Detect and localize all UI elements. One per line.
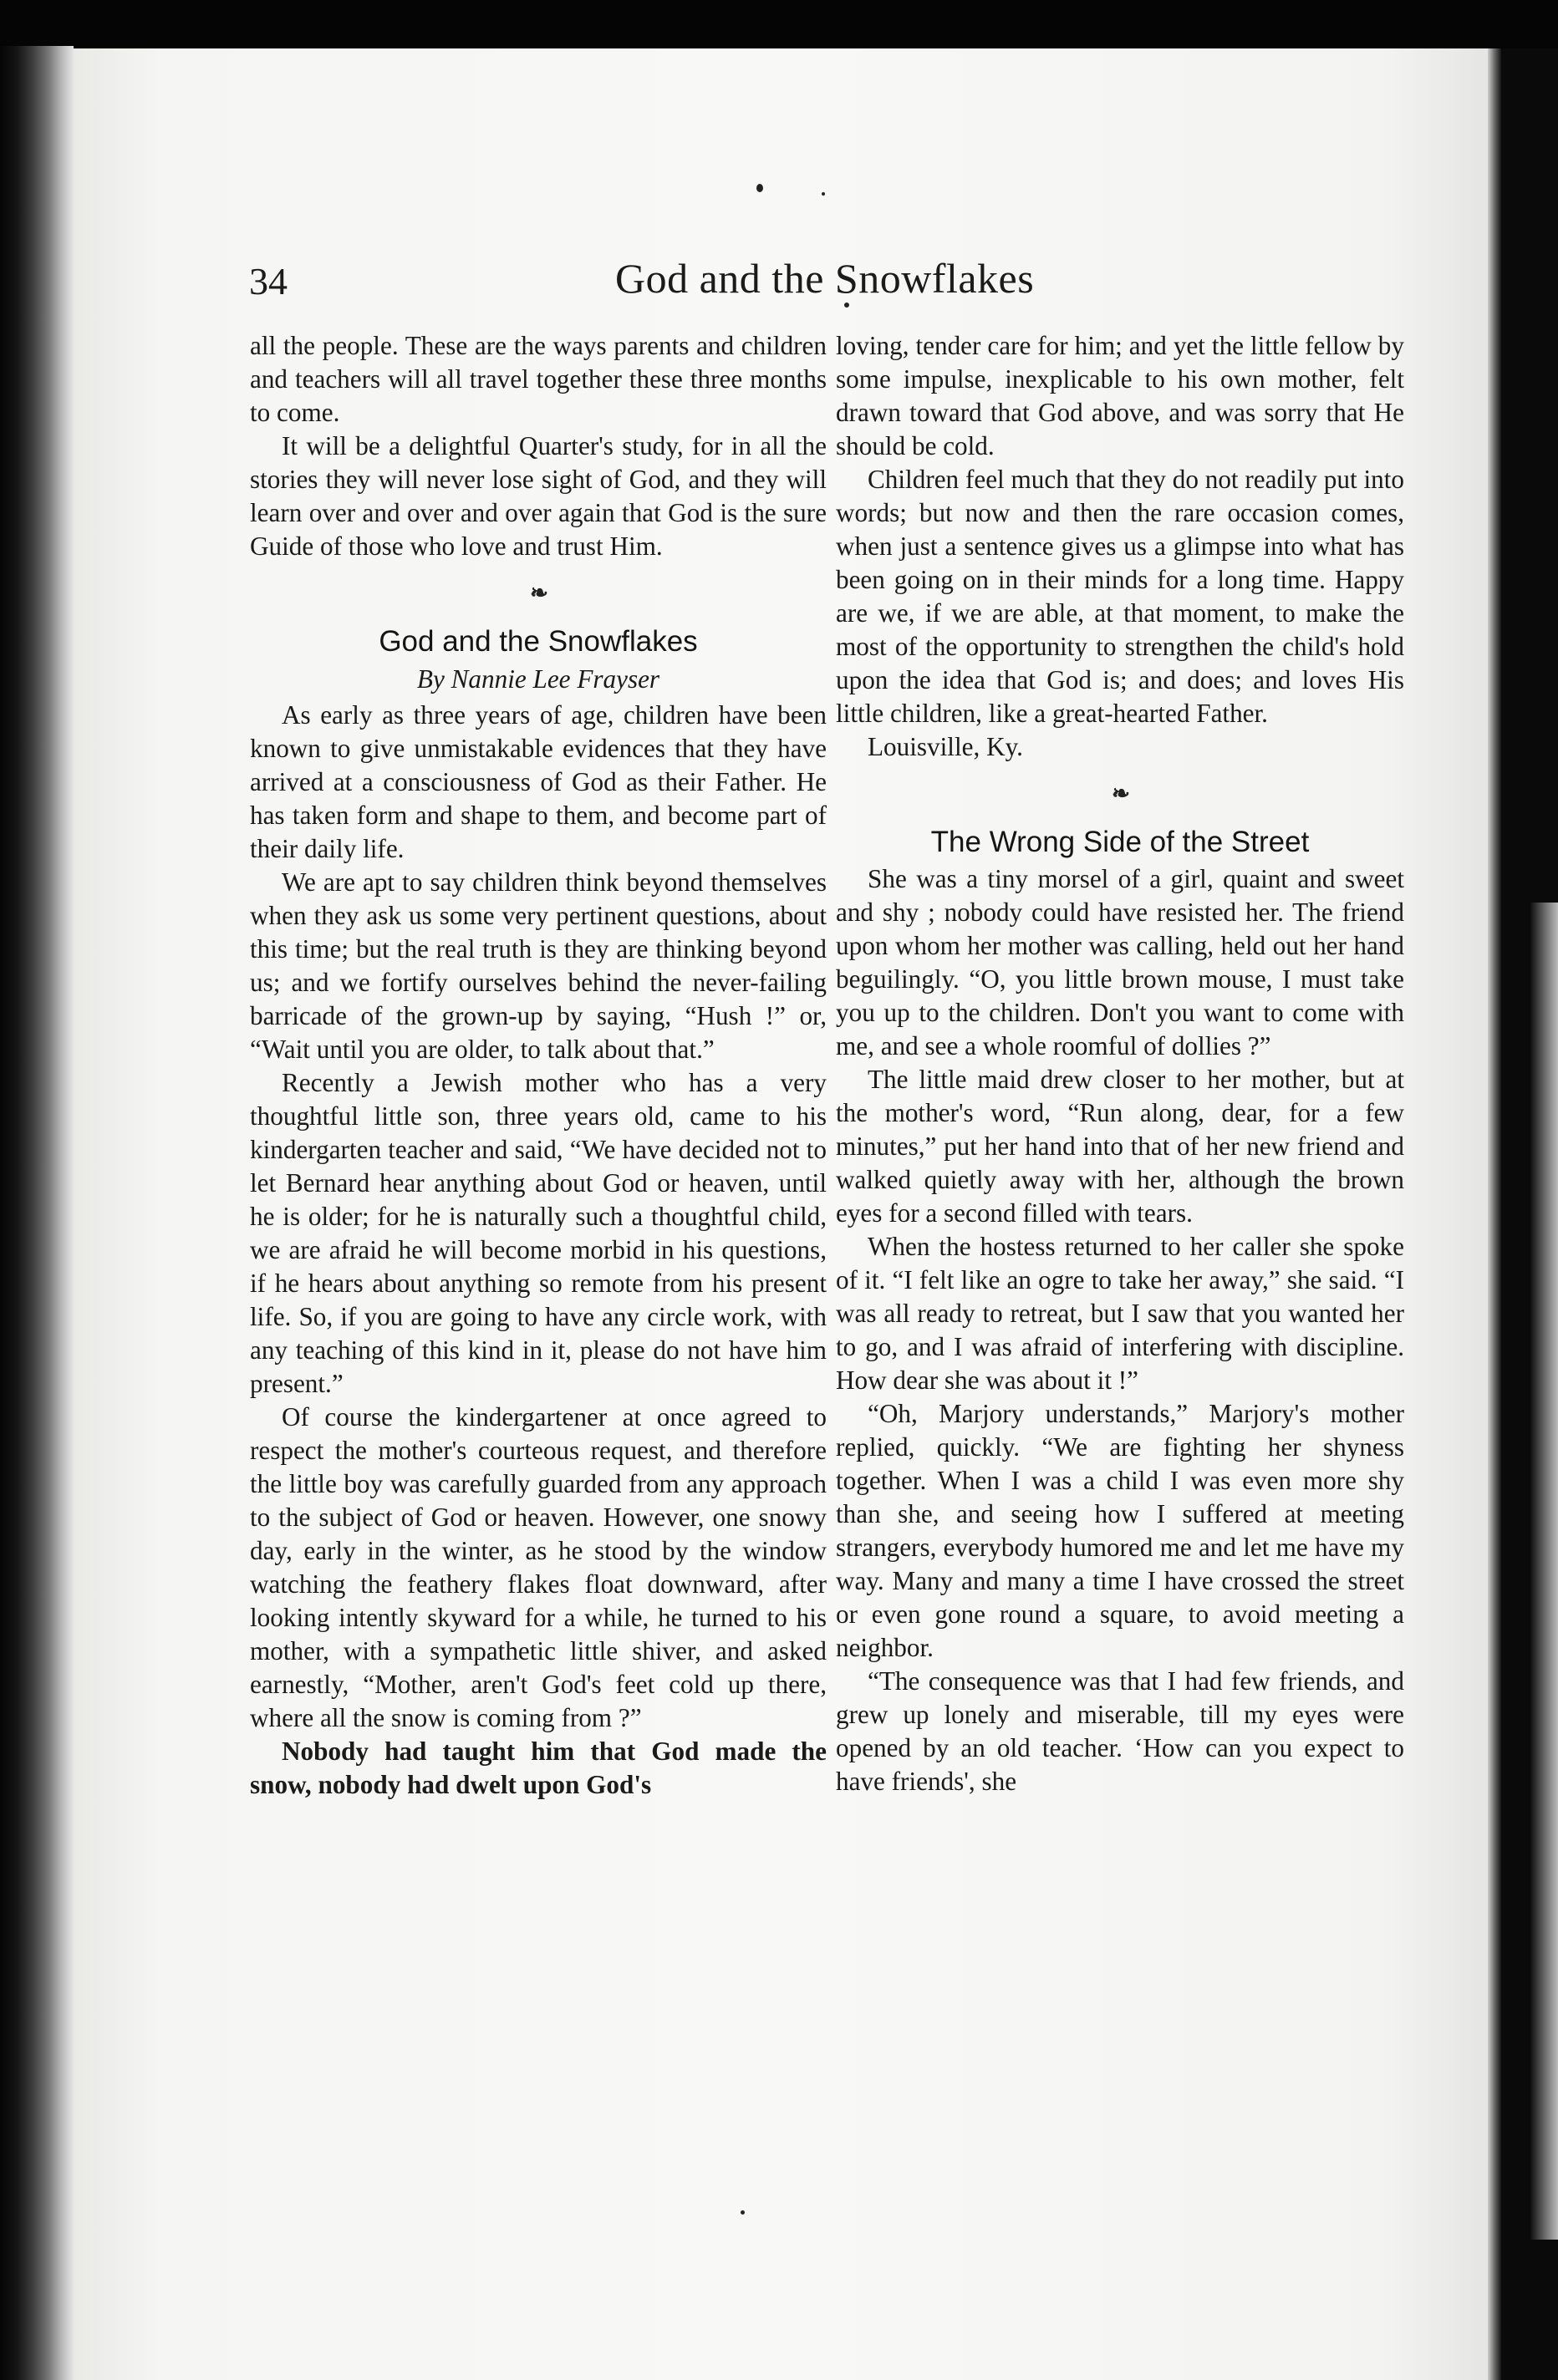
- paragraph: She was a tiny morsel of a girl, quaint and sweet and shy ; nobody could have resisted her. The friend upon whom her mother was calling, held out her hand beguilingly. “O, you little brown mouse, I must take you up to the children. Don't you want to come with me, and see a whole roomful of dollies ?”: [836, 864, 1404, 1060]
- article-title: God and the Snowflakes: [379, 625, 698, 658]
- paragraph: “Oh, Marjory understands,” Marjory's mother replied, quickly. “We are fighting her shyness together. When I was a child I was even more shy than she, and seeing how I suffered at meeting strangers, everybody humored me and let me have my way. Many and many a time I have crossed the street or even gone round a square, to avoid meeting a neighbor.: [836, 1399, 1404, 1662]
- scan-speck: [822, 192, 825, 196]
- paragraph: loving, tender care for him; and yet the little fellow by some impulse, inexplicable to his own mother, felt drawn toward that God above, and was sorry that He should be cold.: [836, 331, 1404, 460]
- adjacent-page-sliver: [1530, 903, 1558, 2240]
- scan-speck: [741, 2210, 745, 2215]
- paragraph: Recently a Jewish mother who has a very thoughtful little son, three years old, came to his kindergarten teacher and said, “We have decided not to let Bernard hear anything about God or heaven, until he is older; for he is naturally such a thoughtful child, we are afraid he will become morbid in his questions, if he hears about anything so remote from his present life. So, if you are going to have any circle work, with any teaching of this kind in it, please do not have him present.”: [250, 1068, 827, 1398]
- paragraph: “The consequence was that I had few friends, and grew up lonely and miserable, till my eyes were opened by an old teacher. ‘How can you expect to have friends', she: [836, 1666, 1404, 1796]
- paragraph: Children feel much that they do not readily put into words; but now and then the rare occasion comes, when just a sentence gives us a glimpse into what has been going on in their minds for a long time. Happy are we, if we are able, at that moment, to make the most of the opportunity to strengthen the child's hold upon the idea that God is; and does; and loves His little children, like a great-hearted Father.: [836, 465, 1404, 728]
- right-column: [836, 329, 1404, 1798]
- scan-speck: [756, 184, 763, 192]
- paragraph: Nobody had taught him that God made the snow, nobody had dwelt upon God's: [250, 1737, 827, 1799]
- article-title: The Wrong Side of the Street: [930, 826, 1310, 858]
- paragraph: all the people. These are the ways parents and children and teachers will all travel together these three months to come.: [250, 331, 827, 427]
- running-head: [0, 251, 1558, 309]
- left-column: [250, 329, 827, 1802]
- paragraph: We are apt to say children think beyond themselves when they ask us some very pertinent questions, about this time; but the real truth is they are thinking beyond us; and we fortify ourselves behind the never-failing barricade of the grown-up by saying, “Hush !” or, “Wait until you are older, to talk about that.”: [250, 867, 827, 1064]
- book-spine-shadow: [0, 46, 74, 2380]
- scan-top-border: [0, 0, 1558, 52]
- page-number: 34: [249, 260, 288, 303]
- section-ornament: ❧: [1112, 781, 1128, 806]
- paragraph: When the hostess returned to her caller she spoke of it. “I felt like an ogre to take her away,” she said. “I was all ready to retreat, but I saw that you wanted her to go, and I was afraid of interfering with discipline. How dear she was about it !”: [836, 1232, 1404, 1395]
- paragraph: As early as three years of age, children have been known to give unmistakable evidences that they have arrived at a consciousness of God as their Father. He has taken form and shape to them, and become part of their daily life.: [250, 700, 827, 863]
- running-title: God and the Snowflakes: [615, 255, 1035, 302]
- paragraph: Of course the kindergartener at once agreed to respect the mother's courteous request, and therefore the little boy was carefully guarded from any approach to the subject of God or heaven. However, one snowy day, early in the winter, as he stood by the window watching the feathery flakes float downward, after looking intently skyward for a while, he turned to his mother, with a sympathetic little shiver, and asked earnestly, “Mother, aren't God's feet cold up there, where all the snow is coming from ?”: [250, 1402, 827, 1732]
- article-place: Louisville, Ky.: [868, 732, 1023, 761]
- page-edge-shadow: [1488, 48, 1501, 2380]
- article-byline: By Nannie Lee Frayser: [416, 664, 660, 694]
- section-ornament: ❧: [530, 581, 547, 605]
- paragraph: The little maid drew closer to her mother, but at the mother's word, “Run along, dear, for a few minutes,” put her hand into that of her new friend and walked quietly away with her, although the brown eyes for a second filled with tears.: [836, 1065, 1404, 1228]
- paragraph: It will be a delightful Quarter's study, for in all the stories they will never lose sight of God, and they will learn over and over and over again that God is the sure Guide of those who love and trust Him.: [250, 431, 827, 561]
